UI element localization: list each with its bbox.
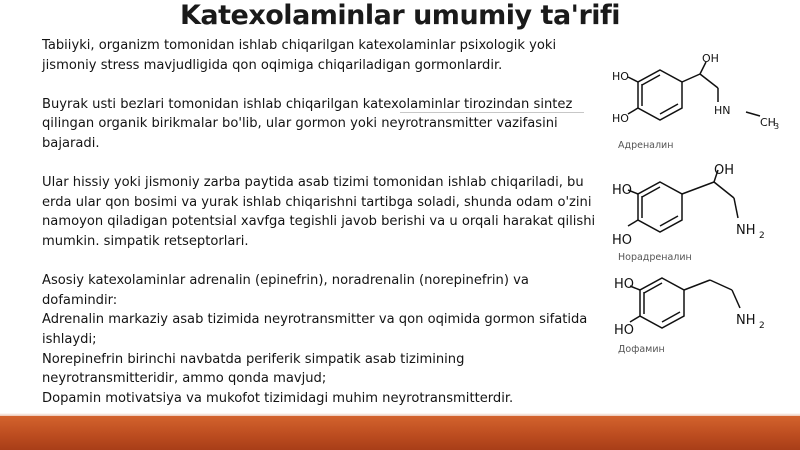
list-item-dopamin: Dopamin motivatsiya va mukofot tizimidagi muhim neyrotransmitterdir.: [42, 390, 514, 406]
atom-ho-bottom: HO: [614, 323, 635, 338]
atom-nh2: NH: [736, 223, 756, 238]
noradrenalin-structure-diagram: [610, 160, 780, 248]
atom-nh2-subscript: 2: [759, 231, 765, 241]
atom-nh2: NH: [736, 313, 756, 328]
atom-hn: HN: [714, 104, 731, 117]
paragraph-adrenal-synthesis: Buyrak usti bezlari tomonidan ishlab chiqarilgan katexolaminlar tirozindan sintez qilingan organik birikmalar bo'lib, ular gormon yoki neyrotransmitter vazifasini bajaradi.: [42, 96, 573, 151]
caption-dopamin: Дофамин: [618, 344, 665, 355]
atom-ch3: CH: [760, 116, 776, 129]
list-item-norepinefrin: Norepinefrin birinchi navbatda periferik simpatik asab tizimining neyrotransmitteridir, ammo qonda mavjud;: [42, 351, 465, 387]
caption-adrenalin: Адреналин: [618, 140, 674, 151]
atom-oh: OH: [714, 163, 735, 178]
atom-nh2-subscript: 2: [759, 321, 765, 331]
decorative-divider: [400, 112, 584, 113]
adrenalin-structure-diagram: [610, 52, 780, 138]
molecule-dopamin: [610, 268, 780, 360]
caption-noradrenalin: Норадреналин: [618, 252, 692, 263]
paragraph-stress-response: Ular hissiy yoki jismoniy zarba paytida asab tizimi tomonidan ishlab chiqariladi, bu erda ular qon bosimi va yurak ishlab chiqarishni tartibga soladi, shunda odam o'zini namoyon qiladigan potentsial xavfga tegishli javob berishi va u orqali harakat qilishi mumkin. simpatik retseptorlari.: [42, 175, 596, 249]
atom-oh: OH: [702, 52, 719, 65]
dopamin-structure-diagram: [610, 268, 780, 342]
atom-ho-bottom: HO: [612, 233, 633, 248]
molecule-noradrenalin: [610, 160, 780, 270]
atom-ho-top: HO: [612, 183, 633, 198]
atom-ch3-subscript: 3: [774, 122, 780, 131]
footer-bar: [0, 416, 800, 450]
slide-body: [42, 36, 602, 408]
atom-ho-bottom: HO: [612, 112, 629, 125]
paragraph-intro: Tabiiyki, organizm tomonidan ishlab chiqarilgan katexolaminlar psixologik yoki jismoniy stress mavjudligida qon oqimiga chiqariladigan gormonlardir.: [42, 38, 557, 73]
list-item-adrenalin: Adrenalin markaziy asab tizimida neyrotransmitter va qon oqimida gormon sifatida ishlaydi;: [42, 312, 588, 347]
slide-title: Katexolaminlar umumiy ta'rifi: [179, 0, 621, 31]
atom-ho-top: HO: [614, 277, 635, 292]
list-intro: Asosiy katexolaminlar adrenalin (epinefrin), noradrenalin (norepinefrin) va dofamindir:: [42, 273, 529, 308]
molecule-adrenalin: [610, 52, 780, 152]
atom-ho-top: HO: [612, 70, 629, 83]
